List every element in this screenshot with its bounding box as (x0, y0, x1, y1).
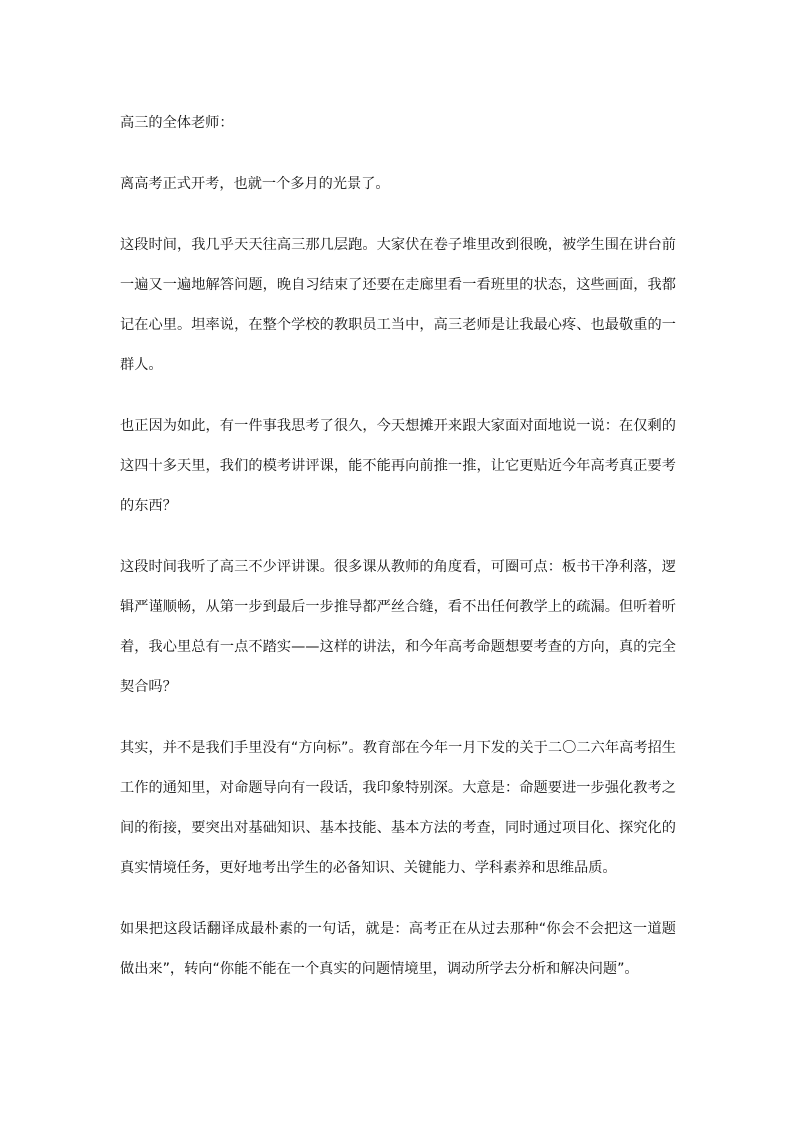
paragraph-3: 也正因为如此，有一件事我思考了很久，今天想摊开来跟大家面对面地说一说：在仅剩的这四十多天里，我们的模考讲评课，能不能再向前推一推，让它更贴近今年高考真正要考的东西？ (120, 418, 676, 514)
paragraph-6: 如果把这段话翻译成最朴素的一句话，就是：高考正在从过去那种“你会不会把这一道题做出来”，转向“你能不能在一个真实的问题情境里，调动所学去分析和解决问题”。 (120, 921, 676, 977)
paragraph-5: 其实，并不是我们手里没有“方向标”。教育部在今年一月下发的关于二〇二六年高考招生工作的通知里，对命题导向有一段话，我印象特别深。大意是：命题要进一步强化教考之间的衔接，要突出对基础知识、基本技能、基本方法的考查，同时通过项目化、探究化的真实情境任务，更好地考出学生的必备知识、关键能力、学科素养和思维品质。 (120, 740, 676, 876)
letter-body (120, 103, 676, 1010)
salutation: 高三的全体老师： (120, 115, 234, 131)
paragraph-1: 离高考正式开考，也就一个多月的光景了。 (120, 176, 390, 192)
paragraph-4: 这段时间我听了高三不少评讲课。很多课从教师的角度看，可圈可点：板书干净利落，逻辑严谨顺畅，从第一步到最后一步推导都严丝合缝，看不出任何教学上的疏漏。但听着听着，我心里总有一点不踏实——这样的讲法，和今年高考命题想要考查的方向，真的完全契合吗？ (120, 559, 676, 695)
paragraph-2: 这段时间，我几乎天天往高三那几层跑。大家伏在卷子堆里改到很晚，被学生围在讲台前一遍又一遍地解答问题，晚自习结束了还要在走廊里看一看班里的状态，这些画面，我都记在心里。坦率说，在整个学校的教职员工当中，高三老师是让我最心疼、也最敬重的一群人。 (120, 237, 676, 373)
